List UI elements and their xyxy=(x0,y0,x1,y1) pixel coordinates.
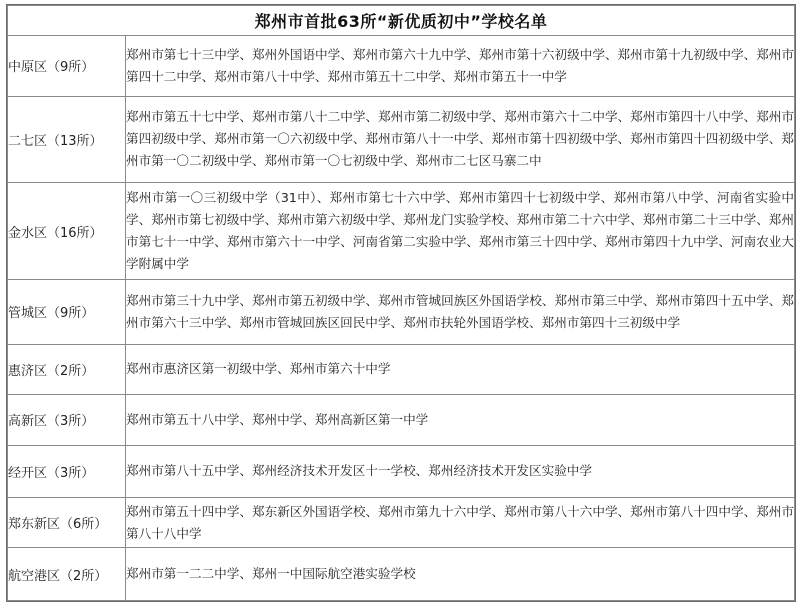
school-list-table xyxy=(7,5,795,601)
schools-cell: 郑州市第一〇三初级中学（31中）、郑州市第七十六中学、郑州市第四十七初级中学、郑州市第八中学、河南省实验中学、郑州市第七初级中学、郑州市第六初级中学、郑州龙门实验学校、郑州市第二十六中学、郑州市第二十三中学、郑州市第七十一中学、郑州市第六十一中学、河南省第二实验中学、郑州市第三十四中学、郑州市第四十九中学、河南农业大学附属中学 xyxy=(126,183,795,280)
title-row xyxy=(8,6,795,36)
schools-cell: 郑州市惠济区第一初级中学、郑州市第六十中学 xyxy=(126,344,795,394)
schools-cell: 郑州市第五十八中学、郑州中学、郑州高新区第一中学 xyxy=(126,395,795,445)
schools-cell: 郑州市第一二二中学、郑州一中国际航空港实验学校 xyxy=(126,548,795,601)
schools-cell: 郑州市第七十三中学、郑州外国语中学、郑州市第六十九中学、郑州市第十六初级中学、郑州市第十九初级中学、郑州市第四十二中学、郑州市第八十中学、郑州市第五十二中学、郑州市第五十一中学 xyxy=(126,36,795,97)
table-row xyxy=(8,280,795,345)
table-row xyxy=(8,36,795,97)
district-cell: 管城区（9所） xyxy=(8,280,126,345)
schools-cell: 郑州市第八十五中学、郑州经济技术开发区十一学校、郑州经济技术开发区实验中学 xyxy=(126,445,795,497)
district-cell: 郑东新区（6所） xyxy=(8,498,126,548)
district-cell: 二七区（13所） xyxy=(8,96,126,183)
district-cell: 金水区（16所） xyxy=(8,183,126,280)
district-cell: 中原区（9所） xyxy=(8,36,126,97)
district-cell: 惠济区（2所） xyxy=(8,344,126,394)
district-cell: 经开区（3所） xyxy=(8,445,126,497)
table-row xyxy=(8,548,795,601)
table-row xyxy=(8,344,795,394)
table-row xyxy=(8,183,795,280)
district-cell: 航空港区（2所） xyxy=(8,548,126,601)
table-row xyxy=(8,96,795,183)
table-row xyxy=(8,445,795,497)
schools-cell: 郑州市第五十七中学、郑州市第八十二中学、郑州市第二初级中学、郑州市第六十二中学、郑州市第四十八中学、郑州市第四初级中学、郑州市第一〇六初级中学、郑州市第八十一中学、郑州市第十四初级中学、郑州市第四十四初级中学、郑州市第一〇二初级中学、郑州市第一〇七初级中学、郑州市二七区马寨二中 xyxy=(126,96,795,183)
schools-cell: 郑州市第三十九中学、郑州市第五初级中学、郑州市管城回族区外国语学校、郑州市第三中学、郑州市第四十五中学、郑州市第六十三中学、郑州市管城回族区回民中学、郑州市扶轮外国语学校、郑州市第四十三初级中学 xyxy=(126,280,795,345)
district-cell: 高新区（3所） xyxy=(8,395,126,445)
table-row xyxy=(8,395,795,445)
table-row xyxy=(8,498,795,548)
page-title: 郑州市首批63所“新优质初中”学校名单 xyxy=(8,6,795,36)
school-list-sheet xyxy=(6,4,796,602)
schools-cell: 郑州市第五十四中学、郑东新区外国语学校、郑州市第九十六中学、郑州市第八十六中学、郑州市第八十四中学、郑州市第八十八中学 xyxy=(126,498,795,548)
